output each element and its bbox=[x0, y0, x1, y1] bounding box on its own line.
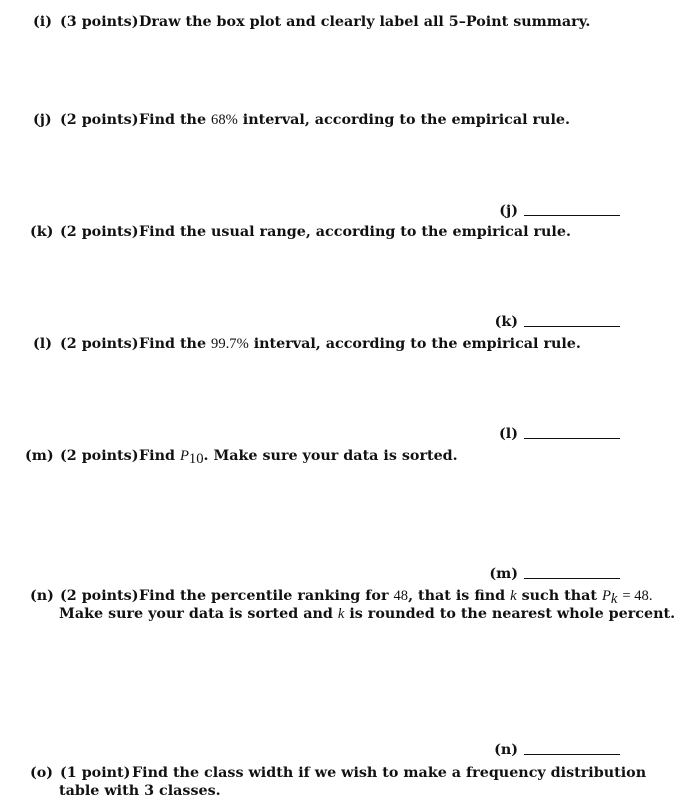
answer-label: (m) bbox=[489, 566, 518, 582]
question-label: (o) bbox=[30, 765, 54, 781]
question-points: (2 points) bbox=[60, 336, 139, 352]
question-points: (2 points) bbox=[60, 224, 139, 240]
question-text-line2: table with 3 classes. bbox=[59, 783, 221, 799]
answer-blank[interactable] bbox=[524, 578, 620, 579]
question-label: (k) bbox=[30, 224, 54, 240]
answer-line-l[interactable] bbox=[0, 425, 620, 443]
question-text: Find the class width if we wish to make a frequency distribution bbox=[132, 765, 647, 781]
answer-line-k[interactable] bbox=[0, 313, 620, 331]
question-points: (3 points) bbox=[60, 14, 139, 30]
question-text: Find the 68% interval, according to the empirical rule. bbox=[139, 112, 570, 128]
answer-label: (k) bbox=[494, 314, 518, 330]
question-points: (2 points) bbox=[60, 588, 139, 604]
question-text: Find the percentile ranking for 48, that is find k such that Pk = 48. bbox=[139, 588, 653, 607]
question-label: (i) bbox=[33, 14, 52, 30]
answer-label: (l) bbox=[499, 426, 518, 442]
question-label: (l) bbox=[33, 336, 52, 352]
question-points: (2 points) bbox=[60, 448, 139, 464]
question-points: (2 points) bbox=[60, 112, 139, 128]
answer-blank[interactable] bbox=[524, 754, 620, 755]
answer-label: (j) bbox=[499, 203, 518, 219]
answer-line-n[interactable] bbox=[0, 741, 620, 759]
question-label: (j) bbox=[33, 112, 52, 128]
question-text: Draw the box plot and clearly label all 5–Point summary. bbox=[139, 14, 591, 30]
answer-blank[interactable] bbox=[524, 438, 620, 439]
answer-line-j[interactable] bbox=[0, 202, 620, 220]
answer-line-m[interactable] bbox=[0, 565, 620, 583]
answer-blank[interactable] bbox=[524, 215, 620, 216]
question-points: (1 point) bbox=[60, 765, 131, 781]
answer-blank[interactable] bbox=[524, 326, 620, 327]
answer-label: (n) bbox=[494, 742, 518, 758]
question-text: Find P10. Make sure your data is sorted. bbox=[139, 448, 458, 467]
question-label: (n) bbox=[30, 588, 54, 604]
question-text: Find the usual range, according to the empirical rule. bbox=[139, 224, 571, 240]
question-text: Find the 99.7% interval, according to the empirical rule. bbox=[139, 336, 581, 352]
question-label: (m) bbox=[25, 448, 54, 464]
question-text-line2: Make sure your data is sorted and k is rounded to the nearest whole percent. bbox=[59, 606, 676, 622]
